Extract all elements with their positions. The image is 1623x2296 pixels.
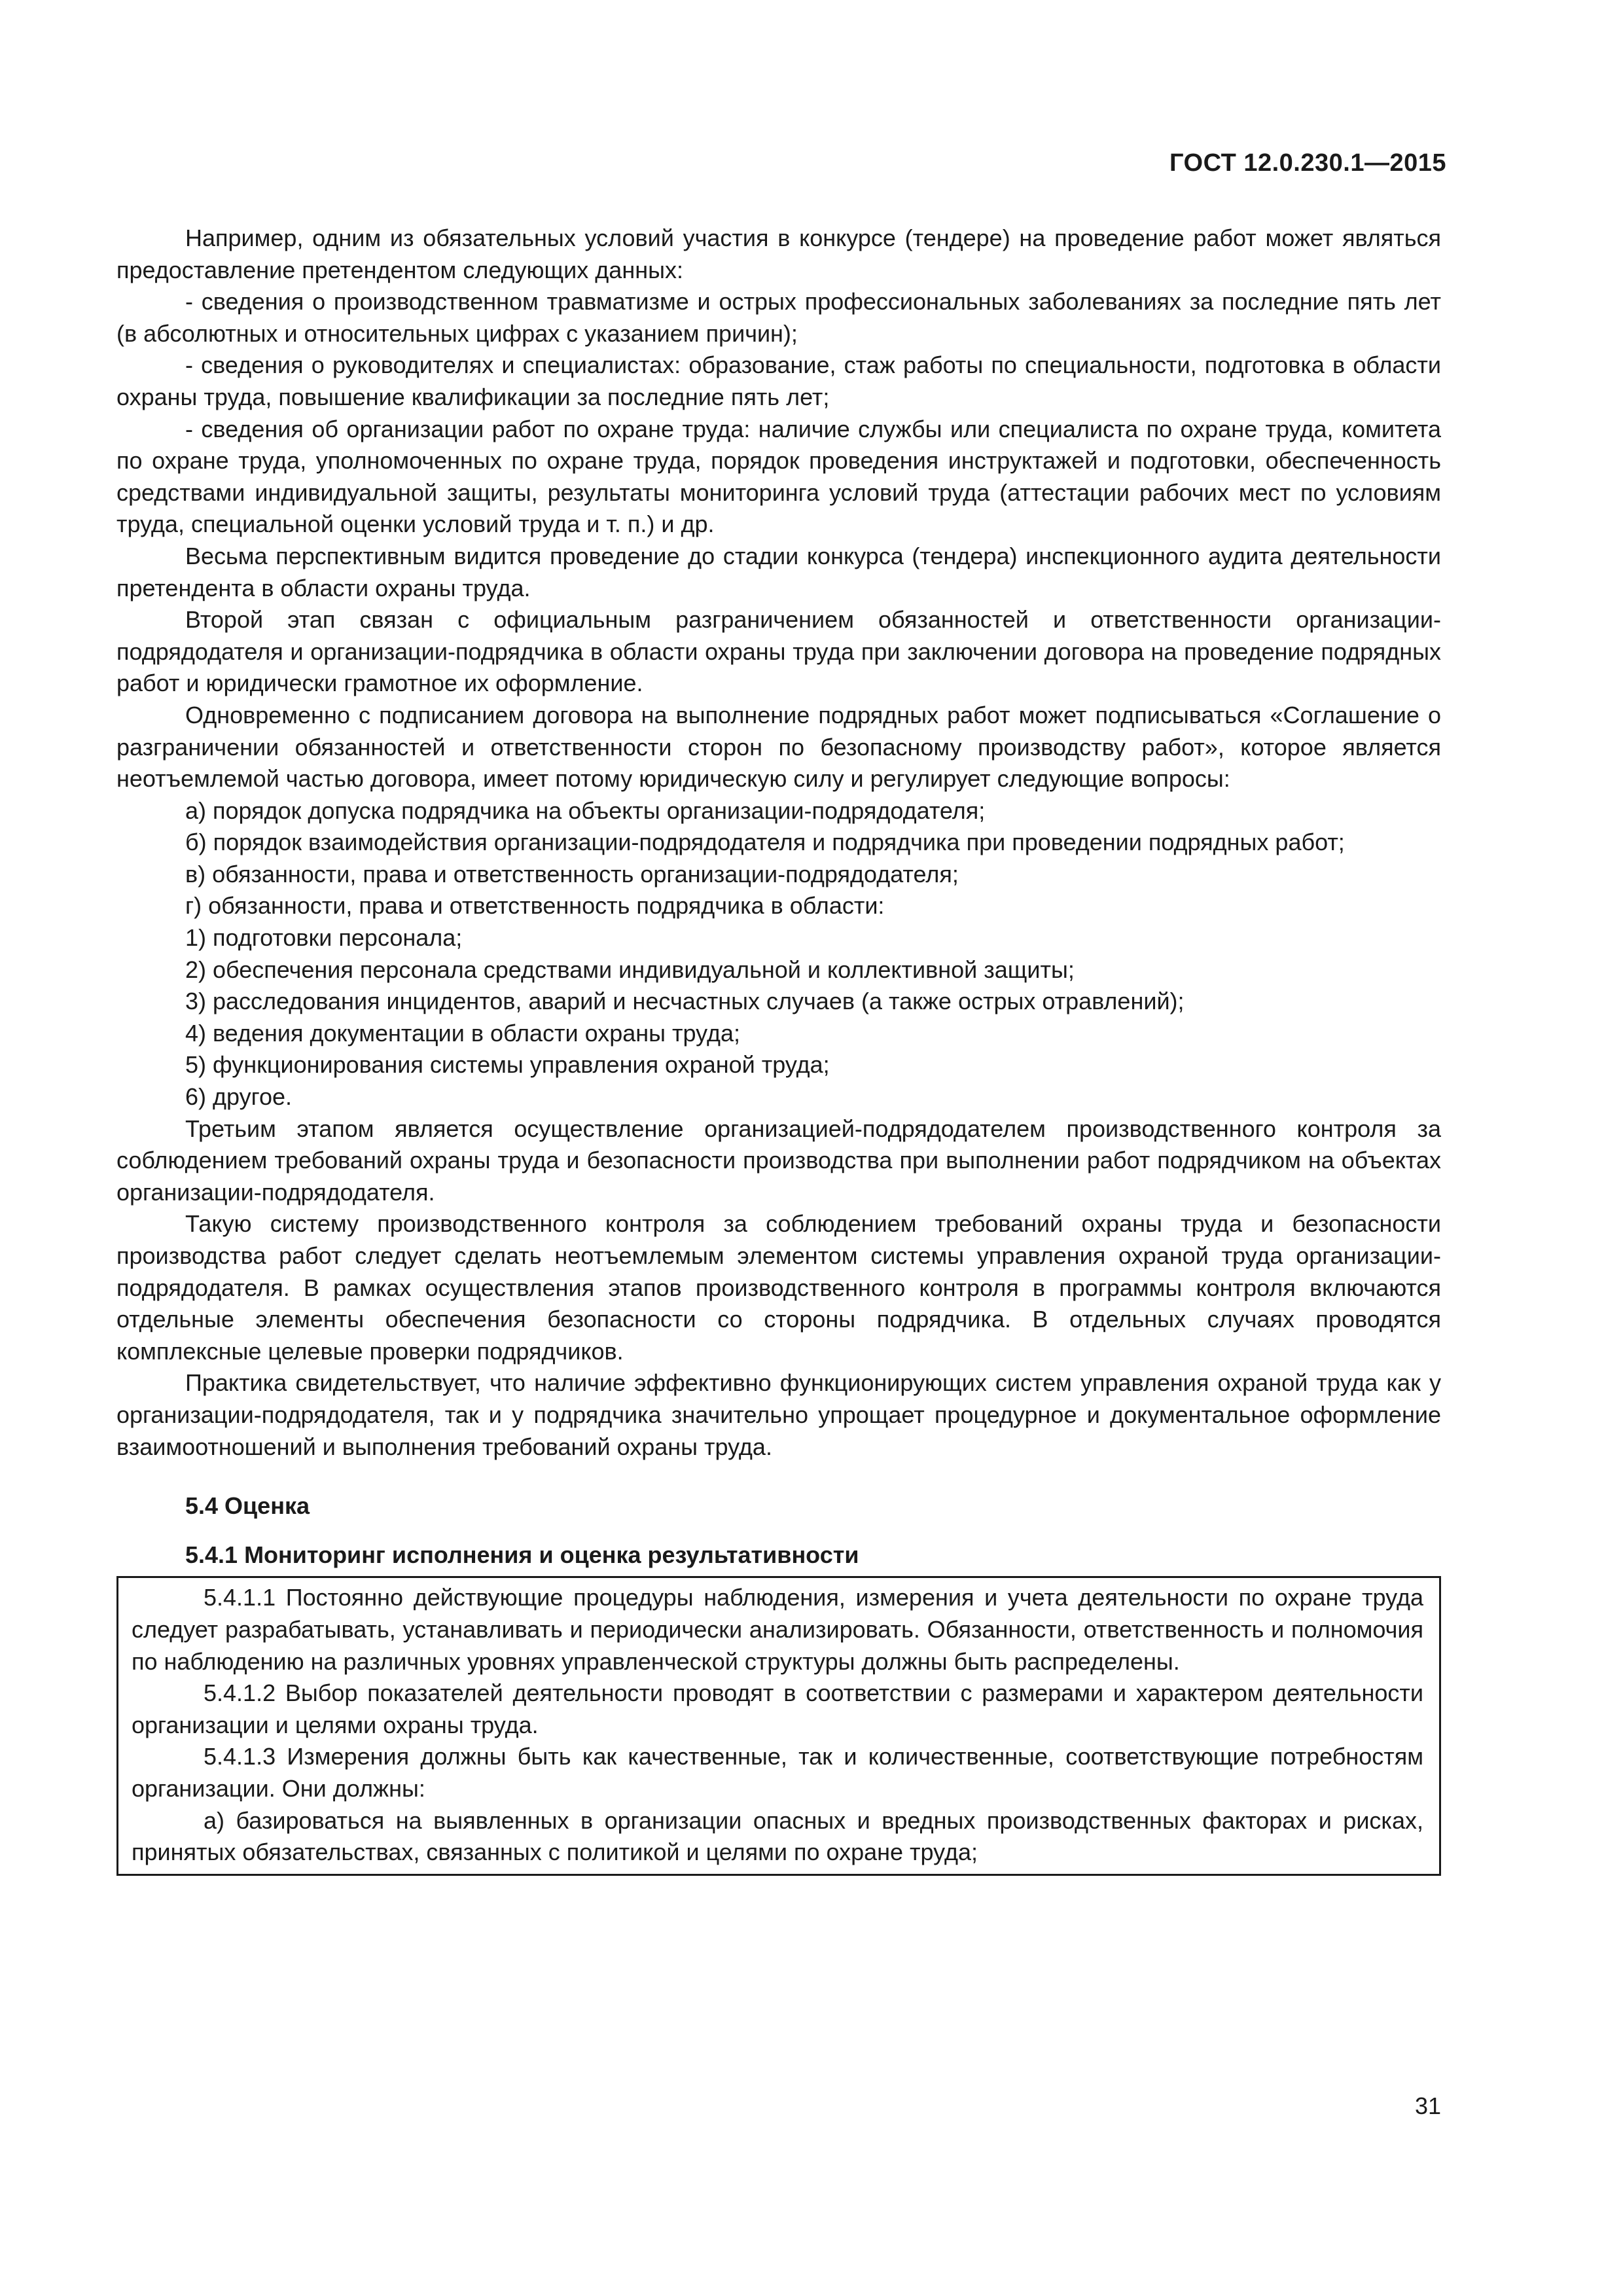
clause-5-4-1-3: 5.4.1.3 Измерения должны быть как качественные, так и количественные, соответствующие потребностям организации. Они должны: (132, 1743, 1423, 1802)
list-item-dash: - сведения о руководителях и специалистах: образование, стаж работы по специальности, подготовка в области охраны труда, повышение квалификации за последние пять лет; (116, 351, 1441, 410)
list-item-letter: а) порядок допуска подрядчика на объекты организации-подрядодателя; (185, 797, 986, 824)
paragraph: Одновременно с подписанием договора на выполнение подрядных работ может подписываться «Соглашение о разграничении обязанностей и ответственности сторон по безопасному производству работ», которое является неотъемлемой частью договора, имеет потому юридическую силу и регулирует следующие вопросы: (116, 701, 1441, 793)
list-item-dash: - сведения о производственном травматизме и острых профессиональных заболеваниях за последние пять лет (в абсолютных и относительных цифрах с указанием причин); (116, 288, 1441, 347)
document-code-header: ГОСТ 12.0.230.1—2015 (1169, 149, 1446, 177)
page-number: 31 (1414, 2092, 1441, 2119)
list-item-dash: - сведения об организации работ по охране труда: наличие службы или специалиста по охране труда, комитета по охране труда, уполномоченных по охране труда, порядок проведения инструктажей и подготовки, обеспеченность средствами индивидуальной защиты, результаты мониторинга условий труда (аттестации рабочих мест по условиям труда, специальной оценки условий труда и т. п.) и др. (116, 415, 1441, 538)
clause-5-4-1-2: 5.4.1.2 Выбор показателей деятельности проводят в соответствии с размерами и характером деятельности организации и целями охраны труда. (132, 1679, 1423, 1738)
paragraph: Третьим этапом является осуществление организацией-подрядодателем производственного контроля за соблюдением требований охраны труда и безопасности производства при выполнении работ подрядчиком на объектах организации-подрядодателя. (116, 1115, 1441, 1206)
list-item-number: 1) подготовки персонала; (185, 924, 463, 952)
list-item-number: 6) другое. (185, 1083, 293, 1111)
document-body (116, 223, 1441, 1876)
list-item-number: 4) ведения документации в области охраны труда; (185, 1019, 740, 1047)
list-item-letter: б) порядок взаимодействия организации-подрядодателя и подрядчика при проведении подрядных работ; (185, 829, 1345, 856)
clause-list-item-a: а) базироваться на выявленных в организации опасных и вредных производственных факторах и рисках, принятых обязательствах, связанных с политикой и целями по охране труда; (132, 1806, 1423, 1866)
section-heading: 5.4 Оценка (185, 1492, 310, 1520)
paragraph: Такую систему производственного контроля за соблюдением требований охраны труда и безопасности производства работ следует сделать неотъемлемым элементом системы управления охраной труда организации-подрядодателя. В рамках осуществления этапов производственного контроля в программы контроля включаются отдельные элементы обеспечения безопасности со стороны подрядчика. В отдельных случаях проводятся комплексные целевые проверки подрядчиков. (116, 1210, 1441, 1365)
subsection-heading: 5.4.1 Мониторинг исполнения и оценка результативности (185, 1541, 859, 1568)
list-item-number: 5) функционирования системы управления охраной труда; (185, 1051, 830, 1079)
paragraph-intro: Например, одним из обязательных условий участия в конкурсе (тендере) на проведение работ может являться предоставление претендентом следующих данных: (116, 224, 1441, 283)
paragraph: Второй этап связан с официальным разграничением обязанностей и ответственности организации-подрядодателя и организации-подрядчика в области охраны труда при заключении договора на проведение подрядных работ и юридически грамотное их оформление. (116, 606, 1441, 697)
clause-5-4-1-1: 5.4.1.1 Постоянно действующие процедуры наблюдения, измерения и учета деятельности по охране труда следует разрабатывать, устанавливать и периодически анализировать. Обязанности, ответственность и полномочия по наблюдению на различных уровнях управленческой структуры должны быть распределены. (132, 1584, 1423, 1675)
list-item-number: 2) обеспечения персонала средствами индивидуальной и коллективной защиты; (185, 956, 1075, 983)
paragraph: Практика свидетельствует, что наличие эффективно функционирующих систем управления охраной труда как у организации-подрядодателя, так и у подрядчика значительно упрощает процедурное и документальное оформление взаимоотношений и выполнения требований охраны труда. (116, 1369, 1441, 1460)
framed-requirements-box (116, 1576, 1441, 1875)
list-item-number: 3) расследования инцидентов, аварий и несчастных случаев (а также острых отравлений); (185, 988, 1185, 1015)
list-item-letter: г) обязанности, права и ответственность подрядчика в области: (185, 892, 885, 920)
list-item-letter: в) обязанности, права и ответственность организации-подрядодателя; (185, 860, 959, 888)
paragraph: Весьма перспективным видится проведение до стадии конкурса (тендера) инспекционного аудита деятельности претендента в области охраны труда. (116, 542, 1441, 601)
